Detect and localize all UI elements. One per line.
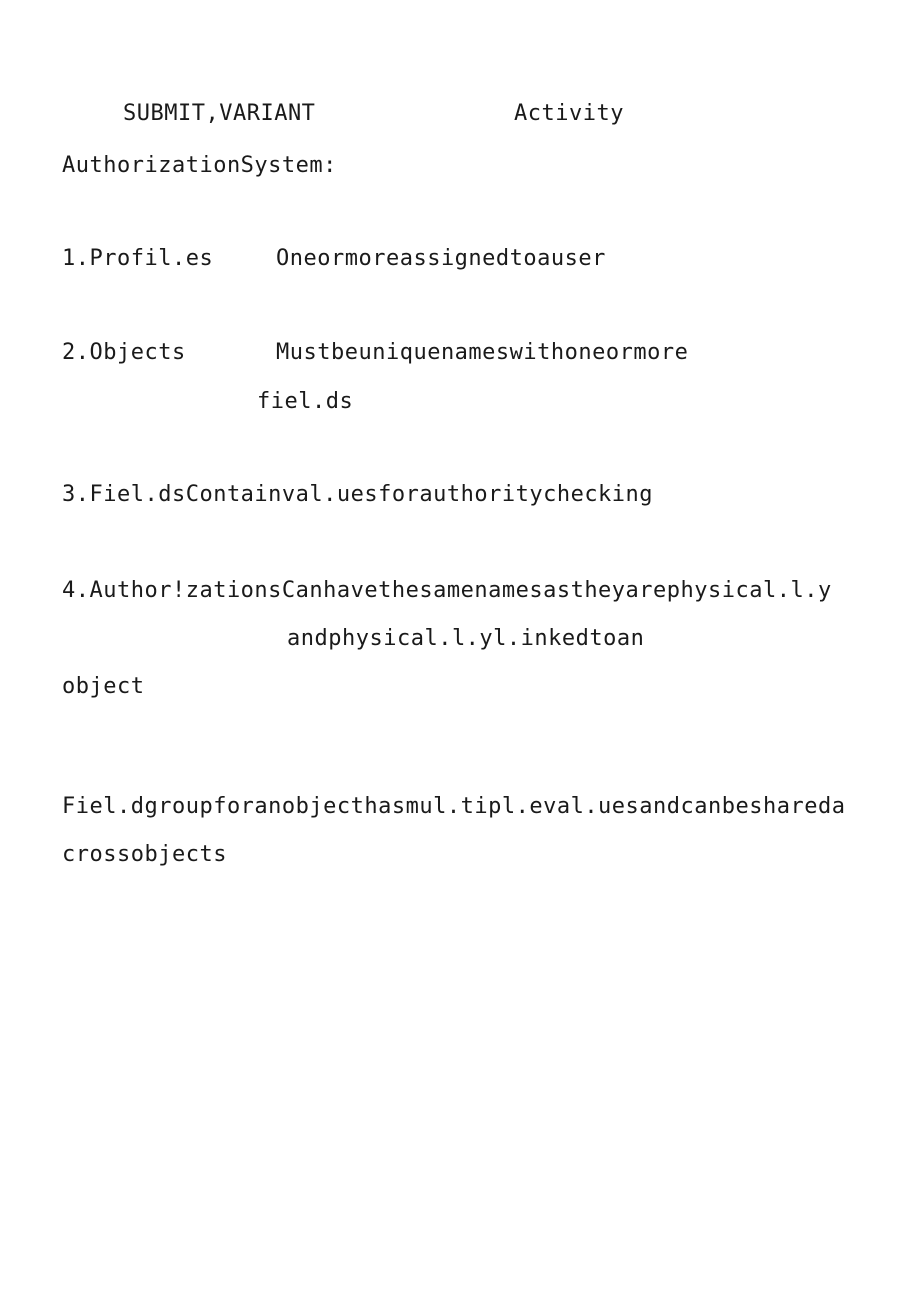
header-right-text: Activity [514, 101, 624, 126]
item-2-description-line-2: fiel.ds [257, 389, 354, 414]
item-1-label: 1.Profil.es [62, 246, 214, 271]
item-3-text: 3.Fiel.dsContainval.uesforauthoritychecking [62, 482, 654, 507]
section-title: AuthorizationSystem: [62, 153, 337, 178]
item-4-line-3: object [62, 674, 145, 699]
item-1-description: Oneormoreassignedtoauser [276, 246, 606, 271]
item-2-label: 2.Objects [62, 340, 186, 365]
item-4-line-2: andphysical.l.yl.inkedtoan [287, 626, 645, 651]
note-line-1: Fiel.dgroupforanobjecthasmul.tipl.eval.uesandcanbeshareda [62, 794, 846, 819]
note-line-2: crossobjects [62, 842, 227, 867]
item-4-line-1: 4.Author!zationsCanhavethesamenamesastheyarephysical.l.y [62, 578, 832, 603]
item-2-description-line-1: Mustbeuniquenameswithoneormore [276, 340, 689, 365]
header-left-text: SUBMIT,VARIANT [123, 101, 316, 126]
